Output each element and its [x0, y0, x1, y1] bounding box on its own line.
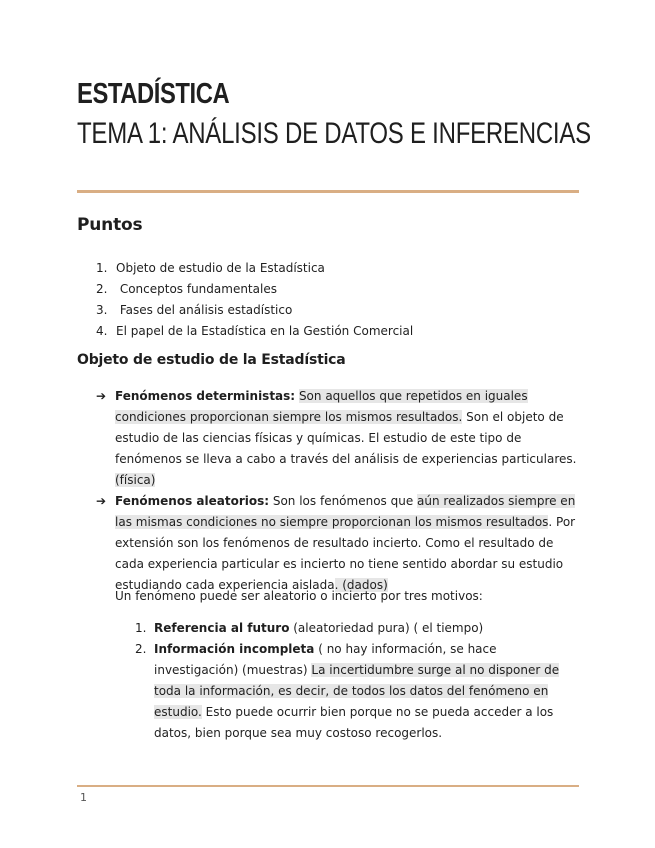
bullet-text — [115, 491, 583, 596]
term: Referencia al futuro — [154, 621, 290, 635]
list-item — [135, 618, 575, 639]
highlighted-tag: (física) — [115, 473, 156, 487]
term: Fenómenos deterministas: — [115, 389, 296, 403]
bullet-list — [96, 386, 586, 596]
highlighted-text: aún realizados siempre en las mismas condiciones no siempre proporcionan los mismos resultados — [115, 494, 576, 529]
footer-divider — [77, 785, 579, 787]
list-number: 3. — [96, 303, 108, 317]
bullet-text — [115, 386, 583, 491]
list-item — [96, 279, 413, 300]
page-number: 1 — [80, 791, 87, 804]
arrow-right-icon: ➔ — [96, 494, 107, 508]
section-heading: Objeto de estudio de la Estadística — [77, 352, 346, 368]
highlighted-tag: . (dados) — [334, 578, 388, 592]
text-run: ( no hay información, se hace investigación) (muestras) — [154, 642, 497, 677]
text-run: . Por extensión son los fenómenos de resultado incierto. Como el resultado de cada experiencia particular es incierto no tiene sentido abordar su estudio estudiando cada experiencia aislada — [115, 515, 576, 592]
highlighted-text: La incertidumbre surge al no disponer de toda la información, es decir, de todos los datos del fenómeno en estudio. — [154, 663, 560, 719]
list-item — [96, 300, 413, 321]
list-number: 1. — [96, 261, 108, 275]
term: Fenómenos aleatorios: — [115, 494, 270, 508]
points-heading: Puntos — [77, 215, 143, 235]
list-item — [96, 321, 413, 342]
list-text — [154, 618, 575, 639]
text-run: Esto puede ocurrir bien porque no se pueda acceder a los datos, bien porque sea muy costoso recogerlos. — [154, 705, 554, 740]
points-list — [96, 258, 413, 342]
document-title: ESTADÍSTICA — [77, 78, 230, 110]
reasons-list — [135, 618, 575, 744]
list-item — [96, 258, 413, 279]
term: Información incompleta — [154, 642, 315, 656]
text-run: Son los fenómenos que — [269, 494, 418, 508]
text-run: (aleatoriedad pura) ( el tiempo) — [289, 621, 484, 635]
list-item — [135, 639, 575, 744]
highlighted-text: Son aquellos que repetidos en iguales condiciones proporcionan siempre los mismos resultados. — [115, 389, 528, 424]
document-subtitle: TEMA 1: ANÁLISIS DE DATOS E INFERENCIAS — [77, 117, 591, 150]
text-run: Son el objeto de estudio de las ciencias físicas y químicas. El estudio de este tipo de fenómenos se lleva a cabo a través del análisis de experiencias particulares. — [115, 410, 577, 466]
bullet-item-aleatorios — [96, 491, 586, 596]
list-text: Fases del análisis estadístico — [116, 303, 293, 317]
arrow-right-icon: ➔ — [96, 389, 107, 403]
bullet-item-deterministas — [96, 386, 586, 491]
list-number: 2. — [135, 642, 147, 656]
list-number: 1. — [135, 621, 147, 635]
list-text: Conceptos fundamentales — [116, 282, 277, 296]
reasons-intro: Un fenómeno puede ser aleatorio o incierto por tres motivos: — [115, 589, 483, 603]
list-number: 4. — [96, 324, 108, 338]
list-text: Objeto de estudio de la Estadística — [116, 261, 325, 275]
list-text — [154, 639, 575, 744]
header-divider — [77, 190, 579, 193]
list-text: El papel de la Estadística en la Gestión Comercial — [116, 324, 414, 338]
list-number: 2. — [96, 282, 108, 296]
